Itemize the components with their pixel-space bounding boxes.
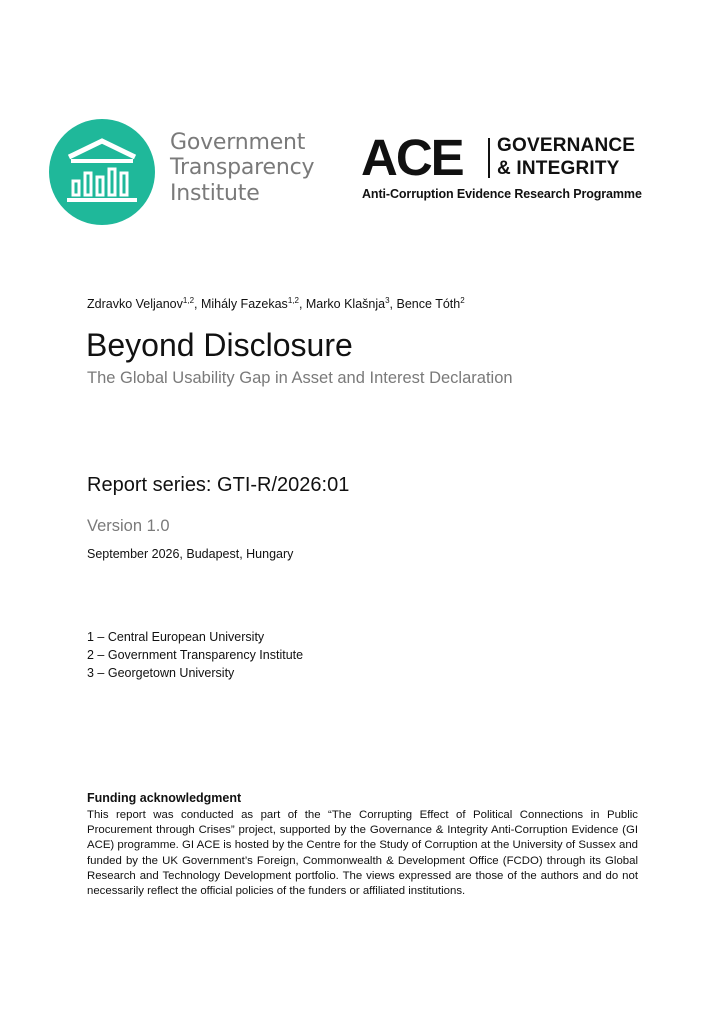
ace-logo-tagline: Anti-Corruption Evidence Research Programme bbox=[362, 187, 642, 201]
gti-logo-text-line2: Transparency bbox=[170, 155, 315, 180]
author-list bbox=[87, 297, 465, 311]
affiliation-item: 3 – Georgetown University bbox=[87, 666, 235, 680]
funding-heading: Funding acknowledgment bbox=[87, 791, 242, 805]
gti-logo-text-line3: Institute bbox=[170, 181, 260, 206]
affiliation-item: 1 – Central European University bbox=[87, 630, 265, 644]
author-name: Marko Klašnja bbox=[305, 297, 386, 311]
author-affiliation-marker: 2 bbox=[460, 296, 465, 305]
author-name: Bence Tóth bbox=[396, 297, 461, 311]
author-affiliation-marker: 1,2 bbox=[287, 296, 299, 305]
report-subtitle: The Global Usability Gap in Asset and Interest Declaration bbox=[87, 369, 513, 387]
author-separator: , bbox=[389, 297, 397, 311]
author-affiliation-marker: 3 bbox=[385, 296, 390, 305]
ace-logo-divider bbox=[488, 138, 490, 178]
building-columns-icon bbox=[49, 119, 155, 225]
gti-logo-circle bbox=[49, 119, 155, 225]
ace-logo-governance: GOVERNANCE bbox=[497, 135, 636, 156]
report-version: Version 1.0 bbox=[87, 517, 170, 535]
ace-logo-wordmark: ACE bbox=[361, 129, 463, 186]
author-name: Zdravko Veljanov bbox=[87, 297, 183, 311]
author-separator: , bbox=[194, 297, 201, 311]
ace-logo-integrity: & INTEGRITY bbox=[497, 158, 620, 179]
funding-body: This report was conducted as part of the “The Corrupting Effect of Political Connections in Public Procurement through Crises” project, supported by the Governance & Integrity Anti-Corruption Evidence (GI ACE) programme. GI ACE is hosted by the Centre for the Study of Corruption at the University of Sussex and funded by the UK Government’s Foreign, Commonwealth & Development Office (FCDO) through its Global Research and Technology Development portfolio. The views expressed are those of the authors and do not necessarily reflect the official policies of the funders or affiliated institutions. bbox=[87, 809, 638, 898]
report-series: Report series: GTI-R/2026:01 bbox=[87, 474, 350, 496]
gti-logo-text-line1: Government bbox=[170, 130, 306, 155]
report-title: Beyond Disclosure bbox=[86, 327, 353, 363]
author-separator: , bbox=[298, 297, 306, 311]
author-affiliation-marker: 1,2 bbox=[182, 296, 195, 305]
publication-date-place: September 2026, Budapest, Hungary bbox=[87, 547, 294, 561]
affiliation-item: 2 – Government Transparency Institute bbox=[87, 648, 304, 662]
author-name: Mihály Fazekas bbox=[200, 297, 288, 311]
